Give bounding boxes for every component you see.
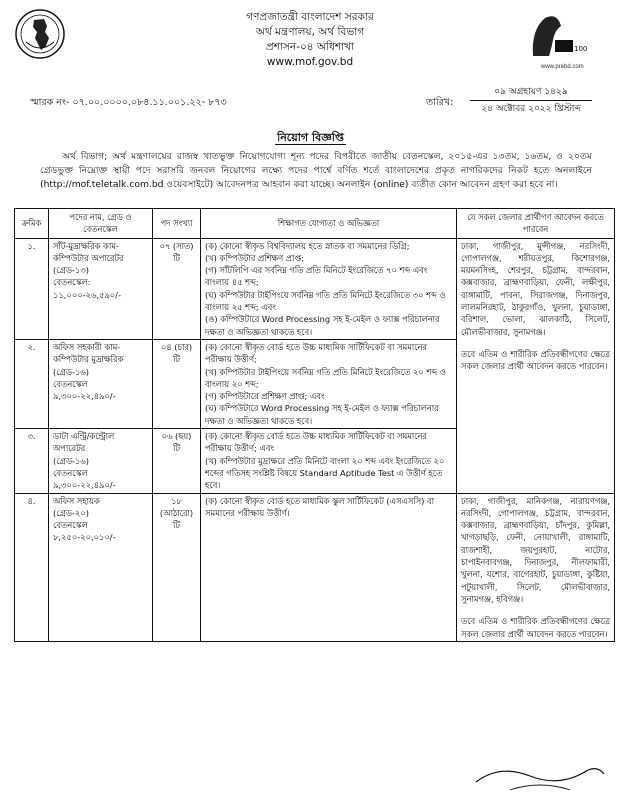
memo-reference: স্মারক নং- ০৭.০০.০০০০.০৮৪.১১.০০১.২২- ৮৭৩ <box>30 97 227 108</box>
post-cell <box>49 238 153 339</box>
post-title: অফিস সহায়ক <box>53 495 100 506</box>
vacancy-table <box>14 208 615 642</box>
qualification-cell <box>201 238 457 339</box>
post-title: সাঁট-মুদ্রাক্ষরিক কাম-কম্পিউটার অপারেটর <box>53 240 124 263</box>
qualification-cell <box>201 339 457 428</box>
header-post: পদের নাম, গ্রেড ও বেতনস্কেল <box>49 209 153 239</box>
post-grade: (গ্রেড-১৬) <box>53 455 89 466</box>
qualification-item: (গ) কম্পিউটারে প্রশিক্ষণ প্রাপ্ত; এবং <box>205 391 325 402</box>
row-serial: ৩. <box>15 429 49 493</box>
post-count: ০৭ (সাত) টি <box>153 238 201 339</box>
header-serial: ক্রমিক <box>15 209 49 239</box>
qualification-item: (ঙ) কম্পিউটারে Word Processing সহ ই-মেইল ও ফ্যাক্স পরিচালনার দক্ষতা ও অভিজ্ঞতা থাকতে হবে। <box>205 314 440 337</box>
header-districts: যে সকল জেলার প্রার্থীগণ আবেদন করতে পারবেন <box>457 209 615 239</box>
eligible-districts-list: ঢাকা, গাজীপুর, মুন্সীগঞ্জ, নরসিংদী, গোপালগঞ্জ, শরীয়তপুর, কিশোরগঞ্জ, ময়মনসিংহ, শেরপুর, চট্টগ্রাম, বান্দরবান, কক্সবাজার, ব্রাহ্মণবাড়িয়া, ফেনী, লক্ষীপুর, রাঙ্গামাটি, পাবনা, সিরাজগঞ্জ, দিনাজপুর, লালমনিরহাট, ঠাকুরগাঁও, খুলনা, চুয়াডাঙ্গা, বরিশাল, ভোলা, ঝালকাঠি, সিলেট, মৌলভীবাজার, সুনামগঞ্জ। <box>461 240 610 337</box>
post-title: অফিস সহকারী কাম-কম্পিউটার মুদ্রাক্ষরিক <box>53 341 124 365</box>
date-english: ২৪ অক্টোবর ২০২২ খ্রিস্টাব্দ <box>481 104 581 114</box>
table-row <box>15 238 615 339</box>
orphan-disabled-note: তবে এতিম ও শারীরিক প্রতিবন্ধীগণের ক্ষেত্রে সকল জেলার প্রার্থী আবেদন করতে পারবেন। <box>461 616 610 639</box>
date-box <box>470 84 592 117</box>
post-cell <box>49 429 153 493</box>
logo-caption: www.prebd.com <box>541 64 584 70</box>
post-grade: (গ্রেড-১৩) <box>53 265 89 276</box>
qualification-item: (ক) কোনো স্বীকৃত বোর্ড হতে উচ্চ মাধ্যমিক সার্টিফিকেট বা সমমানের পরীক্ষায় উত্তীর্ণ; এবং <box>205 431 427 454</box>
table-row <box>15 493 615 641</box>
qualification-item: (ঘ) কম্পিউটার টাইপিংয়ে সর্বনিম্ন গতি প্রতি মিনিটে ইংরেজিতে ৩০ শব্দ ও বাংলায় ২৫ শব্দ; এবং <box>205 289 446 313</box>
qualification-item: (খ) কম্পিউটার প্রশিক্ষণ প্রাপ্ত; <box>205 252 305 263</box>
eligible-districts-list: ঢাকা, গাজীপুর, মানিকগঞ্জ, নারায়ণগঞ্জ, নরসিংদী, গোপালগঞ্জ, চট্টগ্রাম, বান্দরবান, কক্সবাজার, ব্রাহ্মণবাড়িয়া, চাঁদপুর, কুমিল্লা, খাগড়াছড়ি, ফেনী, নোয়াখালী, রাঙ্গামাটি, রাজশাহী, জয়পুরহাট, নাটোর, চাপাইনবাবগঞ্জ, দিনাজপুর, নীলফামারী, খুলনা, যশোর, বাগেরহাট, চুয়াডাঙ্গা, কুষ্টিয়া, পটুয়াখালী, সিলেট, মৌলভীবাজার, সুনামগঞ্জ, হবিগঞ্জ। <box>461 495 610 604</box>
qualification-item: (ক) কোনো স্বীকৃত বিশ্ববিদ্যালয় হতে স্নাতক বা সমমানের ডিগ্রি; <box>205 240 410 251</box>
government-seal-icon <box>14 8 66 60</box>
eligible-districts-cell <box>457 493 615 641</box>
qualification-item: (ঘ) কম্পিউটারে Word Processing সহ ই-মেইল ও ফ্যাক্স পরিচালনার দক্ষতা ও অভিজ্ঞতা থাকতে হবে। <box>205 403 439 426</box>
row-serial: ৪. <box>15 493 49 641</box>
post-pay-scale: বেতনস্কেল ৯,৩০০-২২,৪৯০/- <box>53 467 116 491</box>
post-grade: (গ্রেড-২০) <box>53 507 89 518</box>
date-label: তারিখ: <box>426 97 454 108</box>
row-serial: ১. <box>15 238 49 339</box>
header-line-govt: গণপ্রজাতন্ত্রী বাংলাদেশ সরকার <box>246 11 374 23</box>
government-header <box>180 10 440 70</box>
qualification-cell <box>201 429 457 493</box>
post-cell <box>49 339 153 428</box>
mujib-100-logo-icon <box>525 10 603 72</box>
date-bangla: ০৯ অগ্রহায়ণ ১৪২৯ <box>470 84 592 101</box>
qualification-item: (ক) কোনো স্বীকৃত বোর্ড হতে মাধ্যমিক স্কুল সার্টিফিকেট (এসএসসি) বা সমমানের পরীক্ষায় উত্তীর্ণ। <box>205 495 434 518</box>
header-line-wing: প্রশাসন-০৪ অধিশাখা <box>265 41 355 53</box>
post-count: ১৮ (আঠারো) টি <box>153 493 201 641</box>
post-cell <box>49 493 153 641</box>
post-count: ০৪ (চার) টি <box>153 339 201 428</box>
post-grade: (গ্রেড-১৬) <box>53 366 89 377</box>
intro-paragraph: অর্থ বিভাগ; অর্থ মন্ত্রণালয়ের রাজস্ব খাতভুক্ত নিয়োগযোগ্য শূন্য পদের বিপরীতে জাতীয় বেতনস্কেল, ২০১৫-এর ১৩তম, ১৬তম, ও ২০তম গ্রেডভুক্ত নিম্নোক্ত স্থায়ী পদে সরাসরি জনবল নিয়োগের লক্ষ্যে পদের পার্শ্বে বর্ণিত শর্তে বাংলাদেশের প্রকৃত নাগরিকদের নিকট হতে অনলাইনে (http://mof.teletalk.com.bd ওয়েবসাইটে) আবেদনপত্র আহবান করা যাচ্ছে। অনলাইন (online) ব্যতীত কোন আবেদন গ্রহণ করা হবে না। <box>40 151 592 190</box>
signature-scribble-icon <box>470 760 610 796</box>
header-line-ministry: অর্থ মন্ত্রণালয়, অর্থ বিভাগ <box>255 26 365 38</box>
post-pay-scale: বেতনস্কেল ৯,৩০০-২২,৪৯০/- <box>53 378 116 402</box>
post-pay-scale: বেতনস্কেল: ১১,০০০-২৬,৫৯০/- <box>53 277 121 300</box>
qualification-item: (গ) সাঁটলিপি এর সর্বনিম্ন গতি প্রতি মিনিটে ইংরেজিতে ৭০ শব্দ এবং বাংলায় ৪৫ শব্দ; <box>205 265 428 288</box>
qualification-item: (ক) কোনো স্বীকৃত বোর্ড হতে উচ্চ মাধ্যমিক সার্টিফিকেট বা সমমানের পরীক্ষায় উত্তীর্ণ; <box>205 341 427 365</box>
svg-text:100: 100 <box>574 45 588 53</box>
header-qualification: শিক্ষাগত যোগ্যতা ও অভিজ্ঞতা <box>201 209 457 239</box>
notice-title-text: নিয়োগ বিজ্ঞপ্তি <box>277 131 344 144</box>
header-website: www.mof.gov.bd <box>266 56 354 68</box>
qualification-cell <box>201 493 457 641</box>
post-count: ০৬ (ছয়) টি <box>153 429 201 493</box>
post-pay-scale: বেতনস্কেল ৮,২৫০-২০,০১০/- <box>53 520 116 543</box>
header-count: পদ সংখ্যা <box>153 209 201 239</box>
eligible-districts-cell <box>457 238 615 493</box>
qualification-item: (খ) কম্পিউটার টাইপিংয়ে সর্বনিম্ন গতি প্রতি মিনিটে ইংরেজিতে ২০ শব্দ ও বাংলায় ২০ শব্দ; <box>205 366 446 389</box>
orphan-disabled-note: তবে এতিম ও শারীরিক প্রতিবন্ধীগণের ক্ষেত্রে সকল জেলার প্রার্থী আবেদন করতে পারবেন। <box>461 348 610 372</box>
qualification-item: (খ) কম্পিউটার মুদ্রাক্ষরে প্রতি মিনিটে বাংলা ২০ শব্দ এবং ইংরেজিতে ২০ শব্দের গতিসহ সংশ্লিষ্ট বিষয়ে Standard Aptitude Test এ উত্তীর্ণ হতে হবে। <box>205 455 445 491</box>
notice-title <box>0 126 621 148</box>
post-title: ডাটা এন্ট্রি/কন্ট্রোল অপারেটর <box>53 431 115 454</box>
row-serial: ২. <box>15 339 49 428</box>
table-header-row <box>15 209 615 239</box>
